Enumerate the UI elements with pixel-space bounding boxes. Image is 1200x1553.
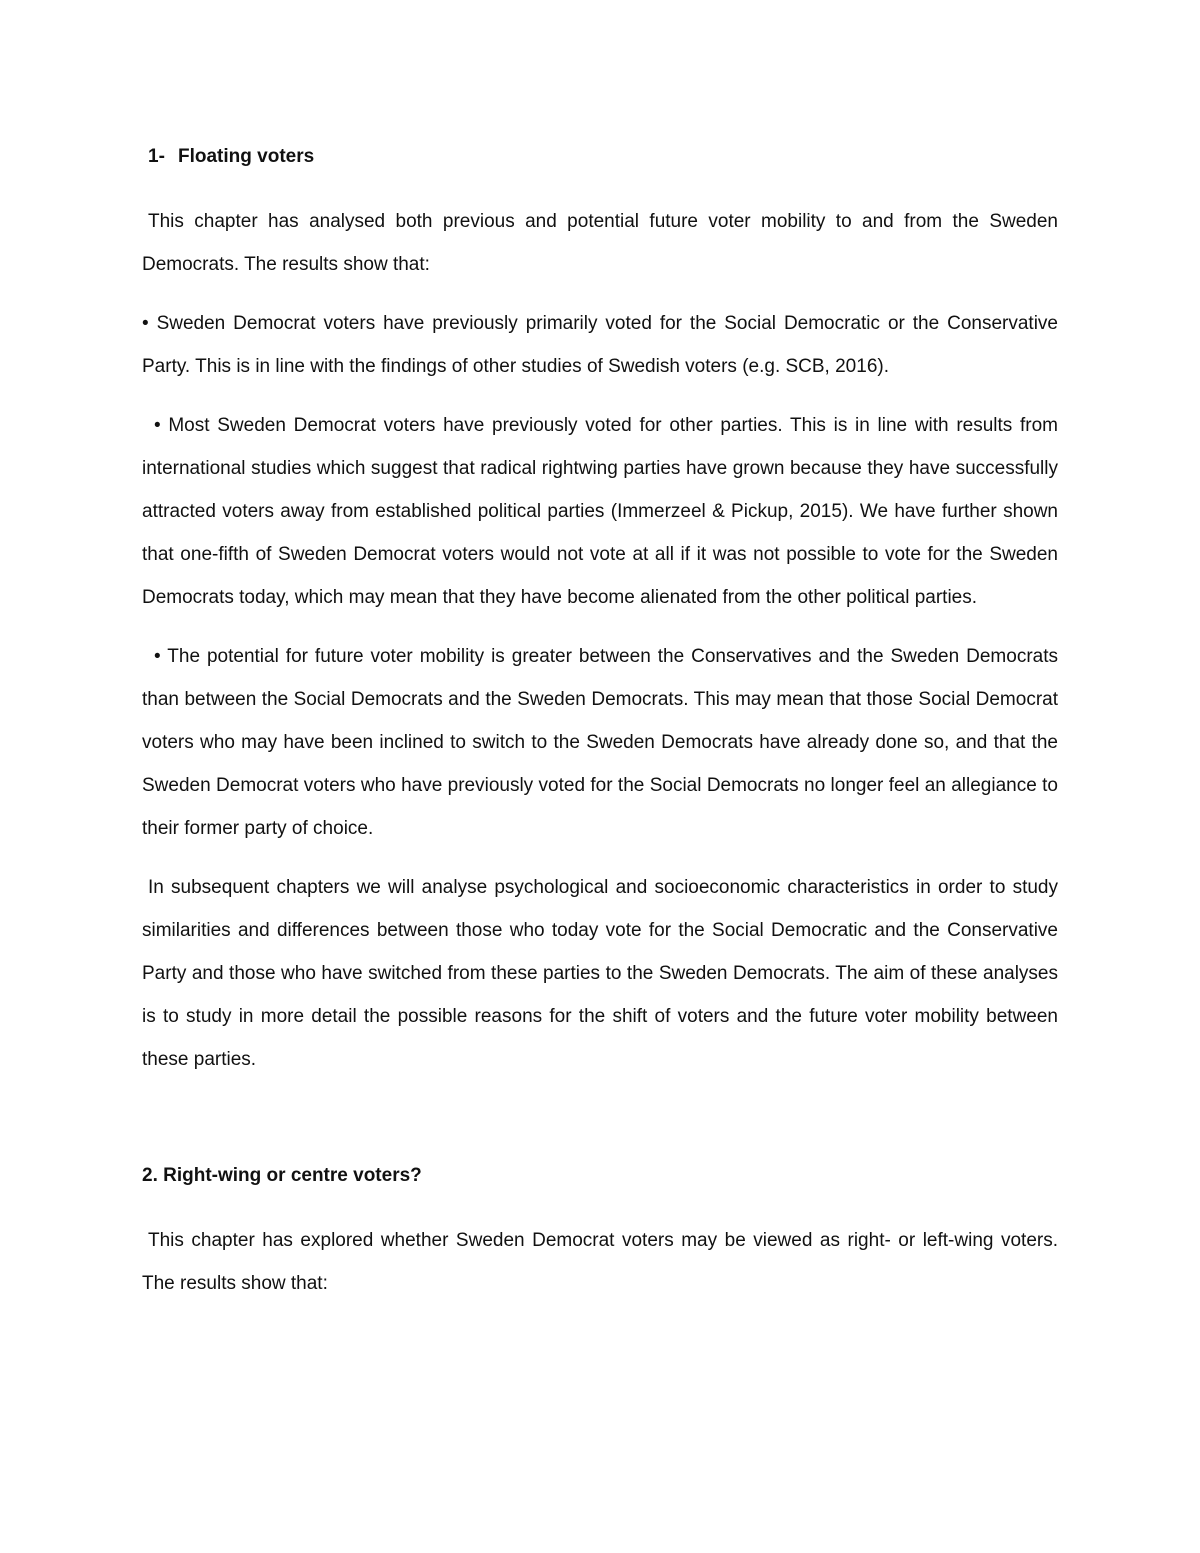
section1-bullet-1: • Sweden Democrat voters have previously primarily voted for the Social Democratic or the Conservative Party. This is in line with the findings of other studies of Swedish voters (e.g. SCB, 2016). — [142, 313, 1058, 377]
section1-heading — [142, 140, 1058, 174]
section1-bullet-2: • Most Sweden Democrat voters have previously voted for other parties. This is in line with results from international studies which suggest that radical rightwing parties have grown because they have successfully attracted voters away from established political parties (Immerzeel & Pickup, 2015). We have further shown that one-fifth of Sweden Democrat voters would not vote at all if it was not possible to vote for the Sweden Democrats today, which may mean that they have become alienated from the other political parties. — [142, 415, 1058, 608]
section1-bullet-3: • The potential for future voter mobility is greater between the Conservatives and the Sweden Democrats than between the Social Democrats and the Sweden Democrats. This may mean that those Social Democrat voters who may have been inclined to switch to the Sweden Democrats have already done so, and that the Sweden Democrat voters who have previously voted for the Social Democrats no longer feel an allegiance to their former party of choice. — [142, 646, 1058, 839]
section2-intro: This chapter has explored whether Sweden Democrat voters may be viewed as right- or left-wing voters. The results show that: — [142, 1230, 1058, 1294]
section1-closing: In subsequent chapters we will analyse psychological and socioeconomic characteristics in order to study similarities and differences between those who today vote for the Social Democratic and the Conservative Party and those who have switched from these parties to the Sweden Democrats. The aim of these analyses is to study in more detail the possible reasons for the shift of voters and the future voter mobility between these parties. — [142, 877, 1058, 1070]
section1-title: Floating voters — [178, 146, 315, 167]
section2-heading — [142, 1159, 1058, 1193]
section2-title: 2. Right-wing or centre voters? — [142, 1165, 422, 1186]
document-page — [142, 140, 1058, 1305]
section1-number: 1- — [148, 146, 165, 167]
section1-intro: This chapter has analysed both previous and potential future voter mobility to and from the Sweden Democrats. The results show that: — [142, 211, 1058, 275]
